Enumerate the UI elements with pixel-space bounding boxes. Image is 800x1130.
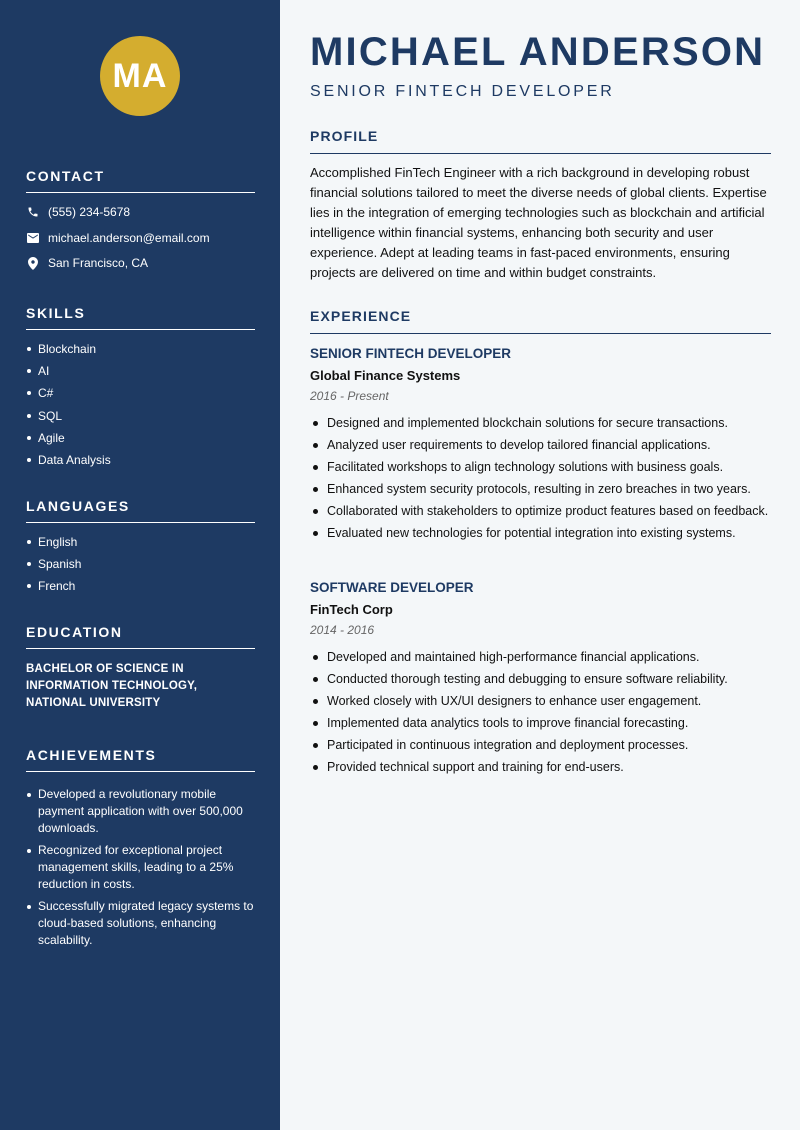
education-degree: BACHELOR OF SCIENCE IN INFORMATION TECHNOLOGY, NATIONAL UNIVERSITY (26, 663, 198, 709)
skills-list (26, 342, 255, 467)
phone-icon (26, 205, 40, 219)
email-icon (26, 231, 40, 245)
skill-item: SQL (26, 409, 255, 423)
skill-item: C# (26, 386, 255, 400)
skill-item: Data Analysis (26, 453, 255, 467)
phone-value: (555) 234-5678 (48, 205, 131, 219)
languages-section (26, 498, 255, 602)
job-dates: 2016 - Present (310, 389, 389, 403)
job-entry (310, 346, 772, 546)
job-bullet: Worked closely with UX/UI designers to enhance user engagement. (310, 692, 772, 710)
skill-item: AI (26, 364, 255, 378)
job-bullet: Participated in continuous integration and deployment processes. (310, 736, 772, 754)
contact-heading: CONTACT (26, 168, 255, 193)
job-bullet: Conducted thorough testing and debugging to ensure software reliability. (310, 670, 772, 688)
language-item: French (26, 579, 255, 593)
language-item: English (26, 535, 255, 549)
contact-location (26, 256, 255, 270)
job-bullet: Facilitated workshops to align technology solutions with business goals. (310, 458, 772, 476)
language-item: Spanish (26, 557, 255, 571)
job-title: SOFTWARE DEVELOPER (310, 580, 474, 595)
experience-heading: EXPERIENCE (310, 308, 771, 334)
job-bullet: Designed and implemented blockchain solutions for secure transactions. (310, 414, 772, 432)
job-dates: 2014 - 2016 (310, 623, 375, 637)
job-bullet: Developed and maintained high-performance financial applications. (310, 648, 772, 666)
job-bullet: Evaluated new technologies for potential integration into existing systems. (310, 524, 772, 542)
education-section (26, 624, 255, 712)
job-company: Global Finance Systems (310, 368, 461, 383)
avatar-initials: MA (100, 36, 180, 116)
job-bullet: Enhanced system security protocols, resulting in zero breaches in two years. (310, 480, 772, 498)
languages-heading: LANGUAGES (26, 498, 255, 523)
education-heading: EDUCATION (26, 624, 255, 649)
profile-heading: PROFILE (310, 128, 771, 154)
job-bullets (310, 414, 772, 542)
achievement-item: Successfully migrated legacy systems to cloud-based solutions, enhancing scalability. (26, 898, 255, 949)
contact-section (26, 168, 255, 282)
candidate-title: SENIOR FINTECH DEVELOPER (310, 83, 615, 100)
job-entry (310, 580, 772, 780)
job-bullet: Analyzed user requirements to develop tailored financial applications. (310, 436, 772, 454)
location-value: San Francisco, CA (48, 256, 149, 270)
achievements-list (26, 786, 255, 949)
achievement-item: Recognized for exceptional project management skills, leading to a 25% reduction in costs. (26, 842, 255, 893)
job-company: FinTech Corp (310, 602, 393, 617)
achievement-item: Developed a revolutionary mobile payment application with over 500,000 downloads. (26, 786, 255, 837)
job-bullet: Collaborated with stakeholders to optimize product features based on feedback. (310, 502, 772, 520)
contact-phone (26, 205, 255, 219)
candidate-name: MICHAEL ANDERSON (310, 30, 766, 74)
job-bullet: Provided technical support and training for end-users. (310, 758, 772, 776)
contact-email (26, 231, 255, 245)
skills-heading: SKILLS (26, 305, 255, 330)
achievements-section (26, 747, 255, 954)
job-title: SENIOR FINTECH DEVELOPER (310, 346, 512, 361)
skill-item: Agile (26, 431, 255, 445)
skill-item: Blockchain (26, 342, 255, 356)
location-pin-icon (26, 256, 40, 270)
profile-text: Accomplished FinTech Engineer with a rich background in developing robust financial solutions tailored to meet the diverse needs of global clients. Expertise lies in the integration of emerging technologies such as blockchain and artificial intelligence within financial systems, enhancing both security and user experience. Adept at leading teams in fast-paced environments, ensuring projects are delivered on time and within budget constraints. (310, 165, 767, 280)
sidebar (0, 0, 280, 1130)
languages-list (26, 535, 255, 593)
job-bullet: Implemented data analytics tools to improve financial forecasting. (310, 714, 772, 732)
achievements-heading: ACHIEVEMENTS (26, 747, 255, 772)
skills-section (26, 305, 255, 475)
email-value: michael.anderson@email.com (48, 230, 210, 245)
job-bullets (310, 648, 772, 776)
